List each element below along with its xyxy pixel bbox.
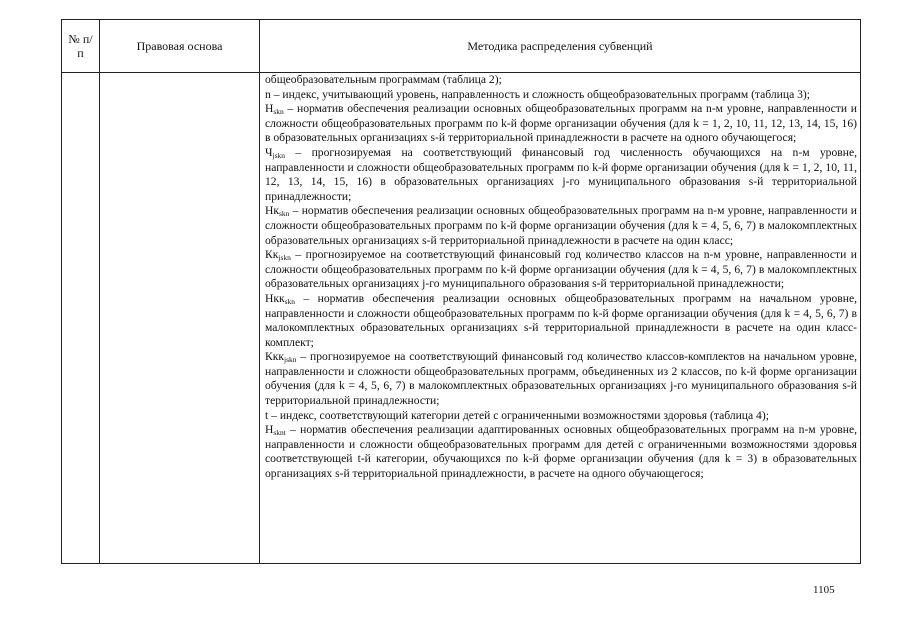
subsidy-table <box>61 19 861 564</box>
paragraph: Ккк$_{jskn}$ – прогнозируемое на соответствующий финансовый год количество классов-комплектов на начальном уровне, направленности и сложности общеобразовательных программ, объединенных из 2 классов, по k-й форме организации обучения (для k = 4, 5, 6, 7) в малокомплектных образовательных организациях j-го муниципального образования s-й территориальной принадлежности; <box>265 350 857 408</box>
methodology-text <box>265 73 857 482</box>
paragraph: $Нк_{skn}$ – норматив обеспечения реализации основных общеобразовательных программ на n-м уровне, направленности и сложности общеобразовательных программ по k-й форме организации обучения (для k = 4, 5, 6, 7) в малокомплектных образовательных организациях s-й территориальной принадлежности в расчете на один класс; <box>265 204 857 247</box>
paragraph: $Н_{sknt}$ – норматив обеспечения реализации адаптированных основных общеобразовательных программ на n-м уровне, направленности и сложности общеобразовательных программ для детей с ограниченными возможностями здоровья соответствующей t-й категории, обучающихся по k-й форме организации обучения (для k = 3) в образовательных организациях s-й территориальной принадлежности, в расчете на одного обучающегося; <box>265 423 857 481</box>
header-legal-basis: Правовая основа <box>136 39 223 53</box>
header-number: № п/п <box>68 32 93 60</box>
paragraph: n – индекс, учитывающий уровень, направленность и сложность общеобразовательных программ (таблица 3); <box>265 87 811 101</box>
paragraph: $Кк_{jskn}$ – прогнозируемое на соответствующий финансовый год количество классов на n-м уровне, направленности и сложности общеобразовательных программ по k-й форме организации обучения (для k = 4, 5, 6, 7) в малокомплектных образовательных организациях j-го муниципального образования s-й территориальной принадлежности; <box>265 248 857 291</box>
header-methodology: Методика распределения субвенций <box>467 39 653 53</box>
paragraph: t – индекс, соответствующий категории детей с ограниченными возможностями здоровья (таблица 4); <box>265 408 769 422</box>
paragraph: общеобразовательным программам (таблица 2); <box>265 73 502 86</box>
paragraph: $Ч_{jskn}$ – прогнозируемая на соответствующий финансовый год численность обучающихся на n-м уровне, направленности и сложности общеобразовательных программ по k-й форме организации обучения (для k = 1, 2, 10, 11, 12, 13, 14, 15, 16) в образовательных организациях j-го муниципального образования s-й территориальной принадлежности; <box>265 145 857 203</box>
paragraph: $Н_{skn}$ – норматив обеспечения реализации основных общеобразовательных программ на n-м уровне, направленности и сложности общеобразовательных программ по k-й форме организации обучения (для k = 1, 2, 10, 11, 12, 13, 14, 15, 16) в образовательных организациях s-й территориальной принадлежности в расчете на одного обучающегося; <box>265 102 857 145</box>
column-divider <box>99 20 100 563</box>
column-divider <box>259 20 260 563</box>
page-number: 1105 <box>813 584 835 596</box>
paragraph: Нкк$_{skn}$ – норматив обеспечения реализации основных общеобразовательных программ на начальном уровне, направленности и сложности общеобразовательных программ по k-й форме организации обучения (для k = 4, 5, 6, 7) в малокомплектных образовательных организациях s-й территориальной принадлежности в расчете на один класс-комплект; <box>265 291 857 349</box>
